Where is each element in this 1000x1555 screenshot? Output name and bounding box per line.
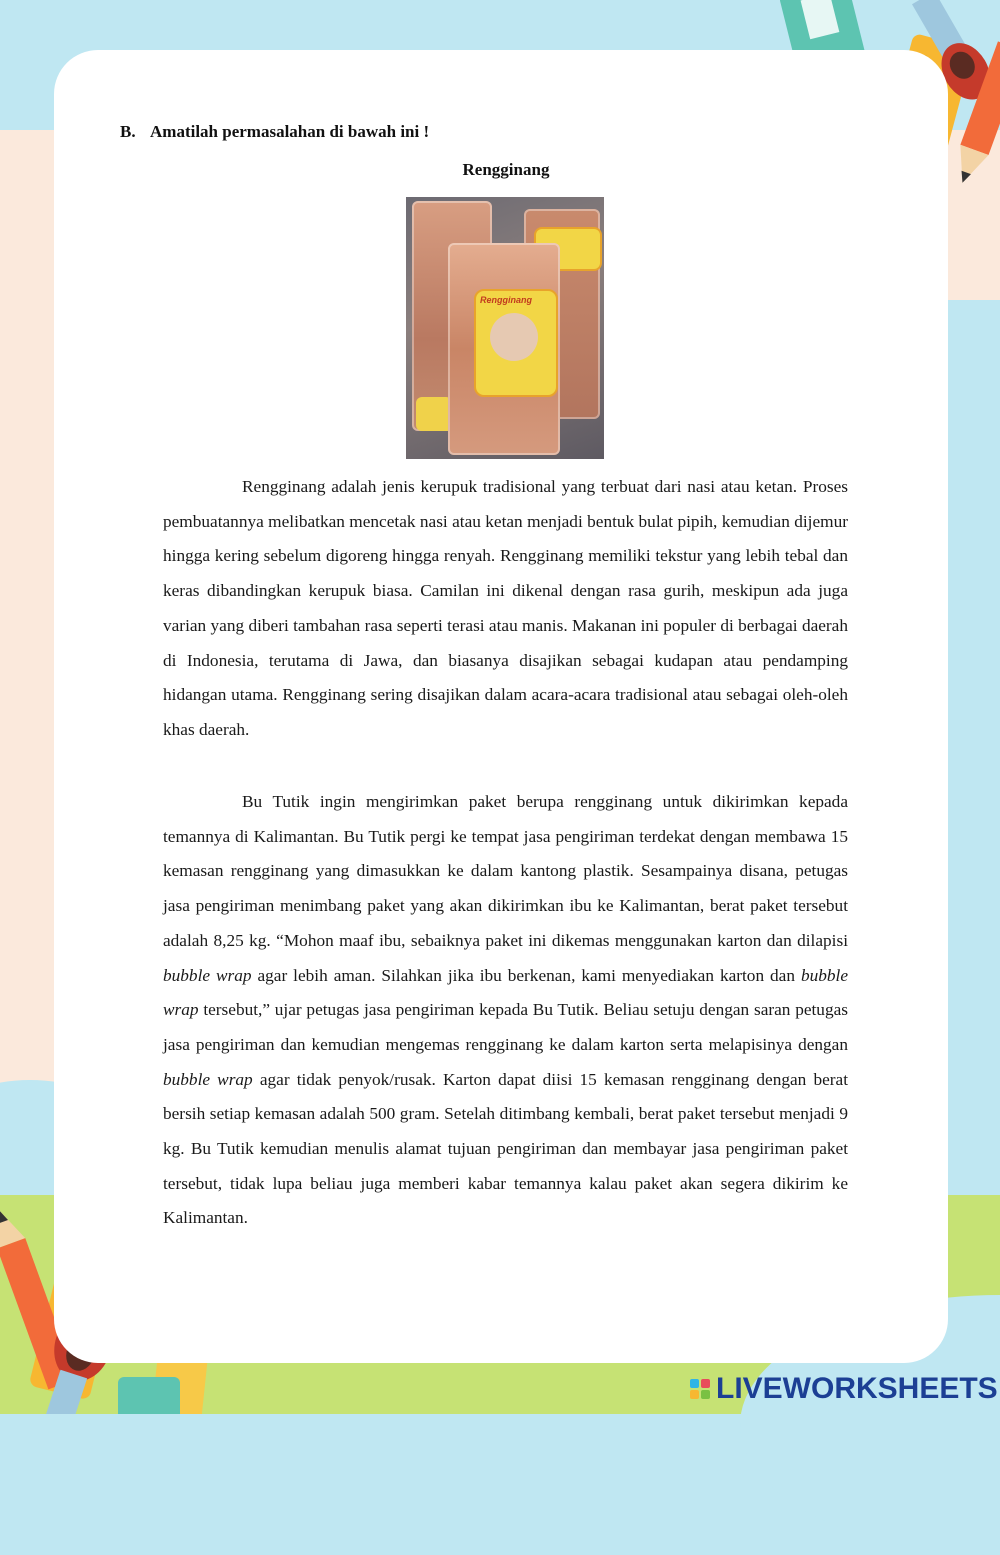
sharpener-icon — [118, 1377, 180, 1414]
paragraph-text: tersebut,” ujar petugas jasa pengiriman kepada Bu Tutik. Beliau setuju dengan saran petugas jasa pengiriman dan kemudian mengemas rengginang ke dalam karton serta melapisinya dengan — [163, 1000, 848, 1054]
paragraph-text: Bu Tutik ingin mengirimkan paket berupa rengginang untuk dikirimkan kepada temannya di Kalimantan. Bu Tutik pergi ke tempat jasa pengiriman terdekat dengan membawa 15 kemasan rengginang yang dimasukkan ke dalam kantong plastik. Sesampainya disana, petugas jasa pengiriman menimbang paket yang akan dikirimkan ibu ke Kalimantan, berat paket tersebut adalah 8,25 kg. “Mohon maaf ibu, sebaiknya paket ini dikemas menggunakan karton dan dilapisi — [163, 792, 848, 950]
page-title: Rengginang — [462, 160, 550, 179]
paragraph-text: agar tidak penyok/rusak. Karton dapat diisi 15 kemasan rengginang dengan berat bersih setiap kemasan adalah 500 gram. Setelah ditimbang kembali, berat paket tersebut menjadi 9 kg. Bu Tutik kemudian menulis alamat tujuan pengiriman dan membayar jasa pengiriman paket tersebut, tidak lupa beliau juga memberi kabar temannya kalau paket akan segera dikirim ke Kalimantan. — [163, 1069, 848, 1228]
logo-text: LIVEWORKSHEETS — [716, 1372, 998, 1405]
logo-square — [701, 1390, 710, 1399]
italic-term: bubble wrap — [163, 965, 849, 1020]
rengginang-photo — [406, 197, 604, 459]
rengginang-icon — [490, 313, 538, 361]
logo-square — [690, 1379, 699, 1388]
section-letter: B. — [120, 122, 136, 141]
liveworksheets-logo[interactable] — [690, 1373, 998, 1405]
logo-square — [690, 1390, 699, 1399]
section-heading — [120, 122, 429, 142]
italic-term: bubble wrap — [163, 1069, 253, 1089]
logo-square — [701, 1379, 710, 1388]
paragraph-rengginang-description: Rengginang adalah jenis kerupuk tradisional yang terbuat dari nasi atau ketan. Proses pembuatannya melibatkan mencetak nasi atau ketan menjadi bentuk bulat pipih, kemudian dijemur hingga kering sebelum digoreng hingga renyah. Rengginang memiliki tekstur yang lebih tebal dan keras dibandingkan kerupuk biasa. Camilan ini dikenal dengan rasa gurih, meskipun ada juga varian yang diberi tambahan rasa seperti terasi atau manis. Makanan ini populer di berbagai daerah di Indonesia, terutama di Jawa, dan biasanya disajikan sebagai kudapan atau pendamping hidangan utama. Rengginang sering disajikan dalam acara-acara tradisional atau sebagai oleh-oleh khas daerah. — [163, 477, 848, 739]
pack-label — [474, 289, 558, 397]
paragraph-bu-tutik-story — [163, 785, 848, 1236]
italic-term: bubble wrap — [163, 965, 252, 985]
section-instruction: Amatilah permasalahan di bawah ini ! — [150, 122, 430, 141]
paragraph-text: agar lebih aman. Silahkan jika ibu berkenan, kami menyediakan karton dan — [251, 965, 801, 985]
pack-label-text: Rengginang — [480, 295, 532, 305]
liveworksheets-logo-icon — [690, 1379, 710, 1399]
pack-label — [416, 397, 452, 431]
